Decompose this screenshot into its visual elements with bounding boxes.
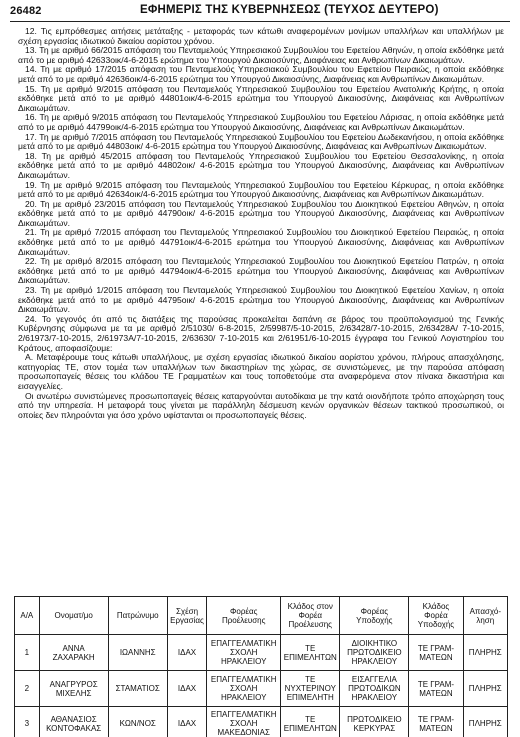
table-cell: 1: [15, 635, 40, 671]
table-cell: ΤΕ ΓΡΑΜ-ΜΑΤΕΩΝ: [409, 671, 463, 707]
page-number: 26482: [10, 5, 42, 17]
table-cell: 2: [15, 671, 40, 707]
table-cell: ΠΡΩΤΟΔΙΚΕΙΟ ΚΕΡΚΥΡΑΣ: [340, 707, 409, 737]
paragraph: Οι ανωτέρω συνιστώμενες προσωποπαγείς θέσεις καταργούνται αυτοδίκαια με την κατά οιονδήποτε τρόπο αποχώρηση τους από την υπηρεσία. Η μεταφορά τους γίνεται με παράλληλη δέσμευση κενών οργανικών θέσεων τακτικού προσωπικού, οι οποίες δεν πληρούνται για όσο χρόνο υφίστανται οι προσωποπαγείς θέσεις.: [18, 390, 504, 420]
column-header: Φορέας Υποδοχής: [340, 597, 409, 635]
table-cell: ΚΩΝ/ΝΟΣ: [108, 707, 167, 737]
table-row: [15, 707, 508, 737]
table-cell: ΤΕ ΝΥΧΤΕΡΙΝΟΥ ΕΠΙΜΕΛΗΤΗ: [281, 671, 340, 707]
table-cell: ΙΔΑΧ: [167, 635, 206, 671]
column-header: Ονοματ/μο: [39, 597, 108, 635]
table-cell: ΤΕ ΕΠΙΜΕΛΗΤΩΝ: [281, 635, 340, 671]
column-header: Απασχό-ληση: [463, 597, 507, 635]
transfer-table: [14, 596, 508, 737]
table-cell: ΣΤΑΜΑΤΙΟΣ: [108, 671, 167, 707]
table-cell: ΠΛΗΡΗΣ: [463, 635, 507, 671]
table-cell: ΤΕ ΕΠΙΜΕΛΗΤΩΝ: [281, 707, 340, 737]
table-cell: ΕΠΑΓΓΕΛΜΑΤΙΚΗ ΣΧΟΛΗ ΗΡΑΚΛΕΙΟΥ: [207, 671, 281, 707]
table-header-row: [15, 597, 508, 635]
table-cell: ΠΛΗΡΗΣ: [463, 671, 507, 707]
paragraph: 20. Τη με αριθμό 23/2015 απόφαση του Πενταμελούς Υπηρεσιακού Συμβουλίου του Διοικητικού Εφετείου Αθηνών, η οποία εκδόθηκε μετά από το με αριθμό 44790οικ/ 4-6-2015 ερώτημα του Υπουργού Δικαιοσύνης, Διαφάνειας και Ανθρωπίνων Δικαιωμάτων.: [18, 198, 504, 228]
document-body: [18, 27, 504, 420]
table-cell: ΑΝΑΓΡΥΡΟΣ ΜΙΧΕΛΗΣ: [39, 671, 108, 707]
table-cell: ΔΙΟΙΚΗΤΙΚΟ ΠΡΩΤΟΔΙΚΕΙΟ ΗΡΑΚΛΕΙΟΥ: [340, 635, 409, 671]
paragraph: 17. Τη με αριθμό 7/2015 απόφαση του Πενταμελούς Υπηρεσιακού Συμβουλίου του Εφετείου Δωδεκανήσου, η οποία εκδόθηκε μετά από το με αριθμό 44803οικ/ 4-6-2015 ερώτημα του Υπουργού Δικαιοσύνης, Διαφάνειας και Ανθρωπίνων Δικαιωμάτων.: [18, 131, 504, 152]
paragraph: 18. Τη με αριθμό 45/2015 απόφαση του Πενταμελούς Υπηρεσιακού Συμβουλίου του Εφετείου Θεσσαλονίκης, η οποία εκδόθηκε μετά από το με αριθμό 44802οικ/ 4-6-2015 ερώτημα του Υπουργού Δικαιοσύνης, Διαφάνειας και Ανθρωπίνων Δικαιωμάτων.: [18, 150, 504, 180]
table-cell: ΕΠΑΓΓΕΛΜΑΤΙΚΗ ΣΧΟΛΗ ΗΡΑΚΛΕΙΟΥ: [207, 635, 281, 671]
table-cell: ΤΕ ΓΡΑΜ-ΜΑΤΕΩΝ: [409, 707, 463, 737]
paragraph: 19. Τη με αριθμό 9/2015 απόφαση του Πενταμελούς Υπηρεσιακού Συμβουλίου του Εφετείου Κέρκυρας, η οποία εκδόθηκε μετά από το με αριθμό 42634οικ/4-6-2015 ερώτημα του Υπουργού Δικαιοσύνης, Διαφάνειας και Ανθρωπίνων Δικαιωμάτων.: [18, 179, 504, 200]
table-cell: ΙΔΑΧ: [167, 671, 206, 707]
paragraph: 22. Τη με αριθμό 8/2015 απόφαση του Πενταμελούς Υπηρεσιακού Συμβουλίου του Διοικητικού Εφετείου Πατρών, η οποία εκδόθηκε μετά από το με αριθμό 44794οικ/4-6-2015 ερώτημα του Υπουργού Δικαιοσύνης, Διαφάνειας και Ανθρωπίνων Δικαιωμάτων.: [18, 256, 504, 286]
table-row: [15, 671, 508, 707]
paragraph: 13. Τη με αριθμό 66/2015 απόφαση του Πενταμελούς Υπηρεσιακού Συμβουλίου του Εφετείου Αθηνών, η οποία εκδόθηκε μετά από το με αριθμό 42633οικ/4-6-2015 ερώτημα του Υπουργού Δικαιοσύνης, Διαφάνειας και Ανθρωπίνων Δικαιωμάτων.: [18, 45, 504, 65]
column-header: Α/Α: [15, 597, 40, 635]
table-cell: ΕΙΣΑΓΓΕΛΙΑ ΠΡΩΤΟΔΙΚΩΝ ΗΡΑΚΛΕΙΟΥ: [340, 671, 409, 707]
table-cell: ΤΕ ΓΡΑΜ-ΜΑΤΕΩΝ: [409, 635, 463, 671]
paragraph: 21. Τη με αριθμό 7/2015 απόφαση του Πενταμελούς Υπηρεσιακού Συμβουλίου του Διοικητικού Εφετείου Πειραιώς, η οποία εκδόθηκε μετά από το με αριθμό 44791οικ/4-6-2015 ερώτημα του Υπουργού Δικαιοσύνης, Διαφάνειας και Ανθρωπίνων Δικαιωμάτων.: [18, 227, 504, 257]
paragraph: 24. Το γεγονός ότι από τις διατάξεις της παρούσας προκαλείται δαπάνη σε βάρος του προϋπολογισμού της Γενικής Κυβέρνησης σύμφωνα με τα με αριθμό 2/51030/ 6-8-2015, 2/59987/5-10-2015, 2/63428/7-10-2015, 2/63428Α/ 7-10-2015, 2/61973/7-10-2015, 2/61973Α/7-10-2015, 2/63630/ 7-10-2015 και 2/61951/6-10-2015 έγγραφα του Γενικού Λογιστηρίου του Κράτους, αποφασίζουμε:: [18, 313, 504, 353]
column-header: Φορέας Προέλευσης: [207, 597, 281, 635]
table-cell: 3: [15, 707, 40, 737]
table-cell: ΙΩΑΝΝΗΣ: [108, 635, 167, 671]
journal-title: ΕΦΗΜΕΡΙΣ ΤΗΣ ΚΥΒΕΡΝΗΣΕΩΣ (ΤΕΥΧΟΣ ΔΕΥΤΕΡΟ): [140, 4, 439, 16]
table-cell: ΕΠΑΓΓΕΛΜΑΤΙΚΗ ΣΧΟΛΗ ΜΑΚΕΔΟΝΙΑΣ: [207, 707, 281, 737]
column-header: Κλάδος Φορέα Υποδοχής: [409, 597, 463, 635]
table-row: [15, 635, 508, 671]
table-cell: ΙΔΑΧ: [167, 707, 206, 737]
transfer-table-container: [14, 596, 508, 737]
paragraph: 23. Τη με αριθμό 1/2015 απόφαση του Πενταμελούς Υπηρεσιακού Συμβουλίου του Διοικητικού Εφετείου Χανίων, η οποία εκδόθηκε μετά από το με αριθμό 44795οικ/ 4-6-2015 ερώτημα του Υπουργού Δικαιοσύνης, Διαφάνειας και Ανθρωπίνων Δικαιωμάτων.: [18, 285, 504, 315]
column-header: Πατρώνυμο: [108, 597, 167, 635]
page-header: [10, 4, 510, 22]
paragraph: 16. Τη με αριθμό 9/2015 απόφαση του Πενταμελούς Υπηρεσιακού Συμβουλίου του Εφετείου Λάρισας, η οποία εκδόθηκε μετά από το με αριθμό 44799οικ/4-6-2015 ερώτημα του Υπουργού Δικαιοσύνης, Διαφάνειας και Ανθρωπίνων Δικαιωμάτων.: [18, 112, 504, 132]
paragraph: 12. Τις εμπρόθεσμες αιτήσεις μετάταξης - μεταφοράς των κάτωθι αναφερομένων μονίμων υπαλλήλων και υπαλλήλων με σχέση εργασίας ιδιωτικού δικαίου αορίστου χρόνου.: [18, 26, 504, 46]
column-header: Κλάδος στον Φορέα Προέλευσης: [281, 597, 340, 635]
paragraph: Α. Μεταφέρουμε τους κάτωθι υπαλλήλους, με σχέση εργασίας ιδιωτικού δικαίου αορίστου χρόνου, πλήρους απασχόλησης, κατηγορίας ΤΕ, στον τομέα των υπαλλήλων των δικαστηρίων της χώρας, σε συνιστώμενες, με την παρούσα απόφαση προσωποπαγείς θέσεις του κλάδου ΤΕ Γραμματέων και τους τοποθετούμε στα αναφερόμενα στον πίνακα δικαστήρια και εισαγγελίες.: [18, 352, 504, 391]
table-cell: ΑΝΝΑ ΖΑΧΑΡΑΚΗ: [39, 635, 108, 671]
paragraph: 14. Τη με αριθμό 17/2015 απόφαση του Πενταμελούς Υπηρεσιακού Συμβουλίου του Εφετείου Πειραιώς, η οποία εκδόθηκε μετά από το με αριθμό 42636οικ/4-6-2015 ερώτημα του Υπουργού Δικαιοσύνης, Διαφάνειας και Ανθρωπίνων Δικαιωμάτων.: [18, 64, 504, 84]
table-cell: ΑΘΑΝΑΣΙΟΣ ΚΟΝΤΟΦΑΚΑΣ: [39, 707, 108, 737]
paragraph: 15. Τη με αριθμό 9/2015 απόφαση του Πενταμελούς Υπηρεσιακού Συμβουλίου του Εφετείου Ανατολικής Κρήτης, η οποία εκδόθηκε μετά από το με αριθμό 44801οικ/4-6-2015 ερώτημα του Υπουργού Δικαιοσύνης, Διαφάνειας και Ανθρωπίνων Δικαιωμάτων.: [18, 83, 504, 113]
column-header: Σχέση Εργασίας: [167, 597, 206, 635]
table-cell: ΠΛΗΡΗΣ: [463, 707, 507, 737]
